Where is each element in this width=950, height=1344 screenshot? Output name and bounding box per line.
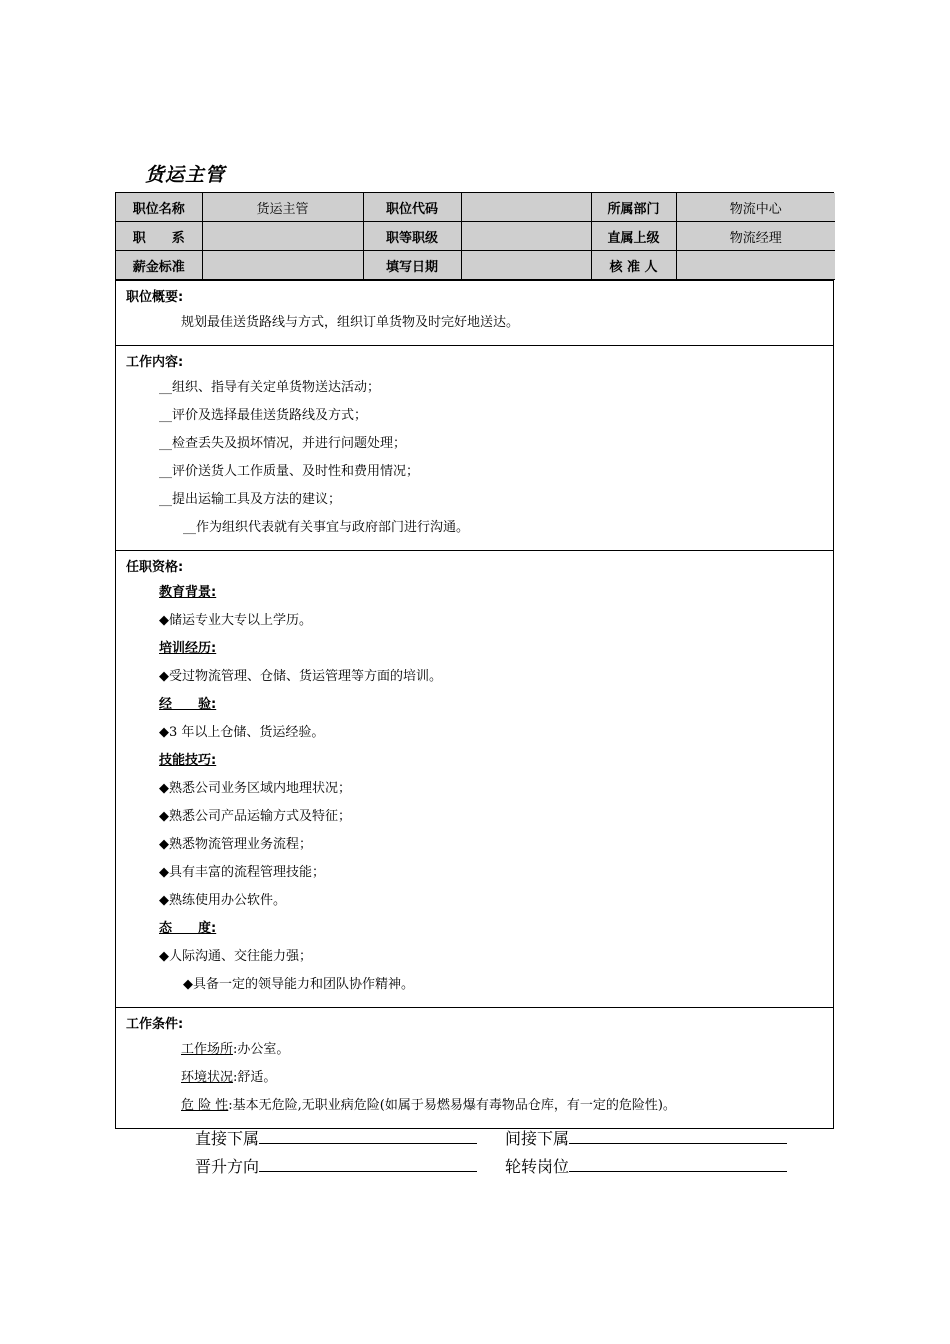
conditions-section [116, 1007, 833, 1128]
direct-subordinates-label: 直接下属 [195, 1129, 260, 1148]
duties-heading: 工作内容: [126, 355, 184, 370]
promotion-path-field [195, 1154, 477, 1177]
summary-text: 规划最佳送货路线与方式，组织订单货物及时完好地送达。 [181, 315, 520, 330]
duty-item: __评价及选择最佳送货路线及方式； [159, 408, 368, 423]
skills-label: 技能技巧: [159, 753, 217, 768]
indirect-subordinates-label: 间接下属 [505, 1129, 570, 1148]
summary-section [116, 280, 833, 345]
direct-subordinates-blank[interactable] [259, 1127, 477, 1144]
attitude-item: ◆人际沟通、交往能力强； [159, 949, 312, 964]
label-fill-date: 填写日期 [363, 251, 461, 280]
value-position-name: 货运主管 [202, 193, 363, 222]
duties-section [116, 345, 833, 550]
value-fill-date [461, 251, 591, 280]
value-position-code [461, 193, 591, 222]
label-position-code: 职位代码 [363, 193, 461, 222]
place-label: 工作场所 [181, 1042, 234, 1057]
duty-item: __组织、指导有关定单货物送达活动； [159, 380, 381, 395]
header-row-1 [116, 193, 835, 222]
attitude-item: ◆具备一定的领导能力和团队协作精神。 [183, 977, 414, 992]
label-job-family: 职 系 [116, 222, 202, 251]
label-salary: 薪金标准 [116, 251, 202, 280]
value-department: 物流中心 [676, 193, 835, 222]
summary-heading: 职位概要: [126, 290, 184, 305]
promotion-path-label: 晋升方向 [195, 1157, 260, 1176]
environment-value: :舒适。 [233, 1070, 277, 1085]
condition-place [126, 1036, 823, 1064]
condition-environment [126, 1064, 823, 1092]
skill-item: ◆熟悉公司产品运输方式及特征； [159, 809, 351, 824]
skill-item: ◆具有丰富的流程管理技能； [159, 865, 325, 880]
duty-item: __检查丢失及损坏情况，并进行问题处理； [159, 436, 407, 451]
duty-item: __作为组织代表就有关事宜与政府部门进行沟通。 [183, 520, 470, 535]
page-title: 货运主管 [145, 164, 226, 186]
label-supervisor: 直属上级 [591, 222, 676, 251]
rotation-position-blank[interactable] [569, 1155, 787, 1172]
header-grid [116, 193, 835, 280]
rotation-position-field [505, 1154, 787, 1177]
duty-item: __评价送货人工作质量、及时性和费用情况； [159, 464, 420, 479]
value-approver [676, 251, 835, 280]
indirect-subordinates-blank[interactable] [569, 1127, 787, 1144]
header-row-3 [116, 251, 835, 280]
value-job-family [202, 222, 363, 251]
training-item: ◆受过物流管理、仓储、货运管理等方面的培训。 [159, 669, 442, 684]
value-grade [461, 222, 591, 251]
education-label: 教育背景: [159, 585, 217, 600]
education-item: ◆储运专业大专以上学历。 [159, 613, 312, 628]
value-supervisor: 物流经理 [676, 222, 835, 251]
job-description-table [115, 192, 834, 1129]
label-department: 所属部门 [591, 193, 676, 222]
label-position-name: 职位名称 [116, 193, 202, 222]
condition-risk [126, 1092, 823, 1120]
risk-label: 危 险 性 [181, 1098, 229, 1113]
training-label: 培训经历: [159, 641, 217, 656]
label-approver: 核 准 人 [591, 251, 676, 280]
header-row-2 [116, 222, 835, 251]
skill-item: ◆熟悉物流管理业务流程； [159, 837, 312, 852]
conditions-heading: 工作条件: [126, 1017, 184, 1032]
environment-label: 环境状况 [181, 1070, 234, 1085]
skill-item: ◆熟练使用办公软件。 [159, 893, 286, 908]
rotation-position-label: 轮转岗位 [505, 1157, 570, 1176]
skill-item: ◆熟悉公司业务区域内地理状况； [159, 781, 351, 796]
direct-subordinates-field [195, 1126, 477, 1149]
qualifications-section [116, 550, 833, 1007]
risk-value: :基本无危险,无职业病危险(如属于易燃易爆有毒物品仓库，有一定的危险性)。 [228, 1098, 676, 1113]
indirect-subordinates-field [505, 1126, 787, 1149]
experience-item: ◆3 年以上仓储、货运经验。 [159, 725, 325, 740]
place-value: :办公室。 [233, 1042, 290, 1057]
label-grade: 职等职级 [363, 222, 461, 251]
qualifications-heading: 任职资格: [126, 560, 184, 575]
experience-label: 经 验: [159, 697, 217, 712]
promotion-path-blank[interactable] [259, 1155, 477, 1172]
value-salary [202, 251, 363, 280]
attitude-label: 态 度: [159, 921, 217, 936]
duty-item: __提出运输工具及方法的建议； [159, 492, 342, 507]
